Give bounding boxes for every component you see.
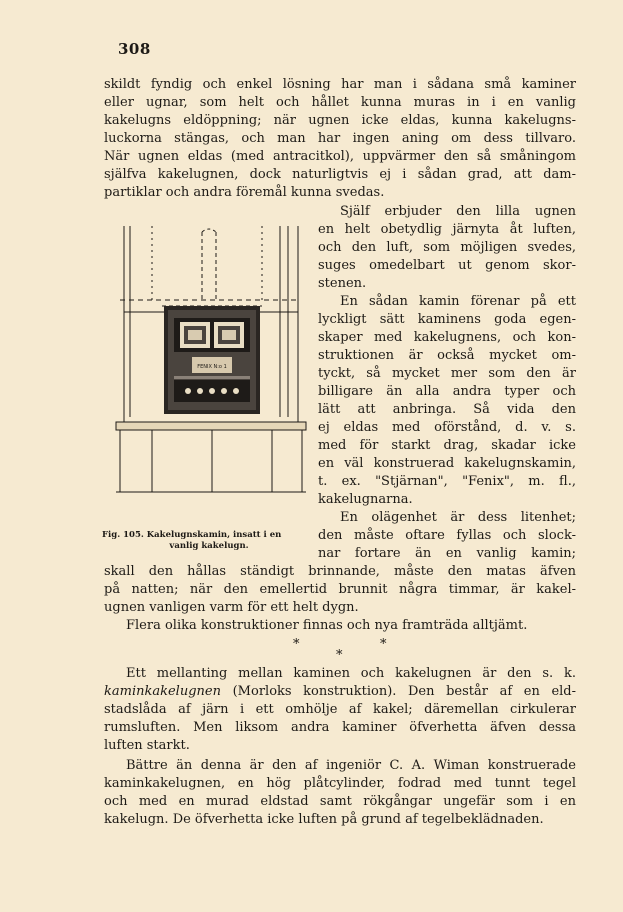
text-line: Flera olika konstruktioner finnas och nya framträda alltjämt. [126, 618, 528, 633]
page-number: 308 [118, 40, 151, 58]
text-line: luften starkt. [104, 738, 190, 753]
text-line: själfva kakelugnen, dock naturligtvis ej i sådan grad, att dam- [104, 167, 576, 182]
figure-caption: vanlig kakelugn. [169, 541, 249, 551]
text-line: eller ugnar, som helt och hållet kunna muras in i en vanlig [104, 95, 576, 110]
text-line: kakelugns eldöppning; när ugnen icke eldas, kunna kakelugns- [104, 113, 576, 128]
text-line: på natten; när den emellertid brunnit några timmar, är kakel- [104, 582, 576, 597]
text-line: partiklar och andra föremål kunna svedas. [104, 185, 385, 200]
side-text-line: suges omedelbart ut genom skor- [318, 258, 576, 273]
side-text-line: med för starkt drag, skadar icke [318, 438, 576, 453]
text-line: kakelugn. De öfverhetta icke luften på grund af tegelbeklädnaden. [104, 812, 544, 827]
side-text-line: skaper med kakelugnens, och kon- [318, 330, 576, 345]
text-line: och med en murad eldstad samt rökgångar ungefär som i en [104, 794, 576, 809]
separator-star: * [380, 637, 387, 652]
text-line: skall den hållas ständigt brinnande, måste den matas äfven [104, 564, 576, 579]
side-text-line: stenen. [318, 276, 367, 291]
side-text-line: En olägenhet är dess litenhet; [340, 510, 576, 525]
text-line: rumsluften. Men liksom andra kaminer öfverhetta äfven dessa [104, 720, 576, 735]
figure-caption: Fig. 105. Kakelugnskamin, insatt i en [102, 530, 282, 540]
text-line: stadslåda af järn i ett omhölje af kakel; däremellan cirkulerar [104, 702, 576, 717]
stove-illustration [112, 222, 312, 522]
separator-star: * [293, 637, 300, 652]
side-text-line: struktionen är också mycket om- [318, 348, 576, 363]
text-line [104, 683, 576, 701]
side-text-line: nar fortare än en vanlig kamin; [318, 546, 576, 561]
side-text-line: billigare än alla andra typer och [318, 384, 576, 399]
side-text-line: lätt att anbringa. Så vida den [318, 402, 576, 417]
text-line: Ett mellanting mellan kaminen och kakelugnen är den s. k. [126, 666, 576, 681]
text-line: När ugnen eldas (med antracitkol), uppvärmer den så småningom [104, 149, 576, 164]
stove-plate-label: FENIX N:o 1 [197, 364, 227, 370]
italic-term: kaminkakelugnen [104, 684, 221, 699]
side-text-line: tyckt, så mycket mer som den är [318, 366, 576, 381]
side-text-line: t. ex. "Stjärnan", "Fenix", m. fl., [318, 474, 576, 489]
text-line: ugnen vanligen varm för ett helt dygn. [104, 600, 359, 615]
side-text-line: kakelugnarna. [318, 492, 413, 507]
text-line: luckorna stängas, och man har ingen aning om dess tillvaro. [104, 131, 576, 146]
side-text-line: en väl konstruerad kakelugnskamin, [318, 456, 576, 471]
side-text-line: ej eldas med oförstånd, d. v. s. [318, 420, 576, 435]
side-text-line: en helt obetydlig järnyta åt luften, [318, 222, 576, 237]
text-span: (Morloks konstruktion). Den består af en eld- [232, 684, 577, 699]
side-text-line: den måste oftare fyllas och slock- [318, 528, 576, 543]
text-line: Bättre än denna är den af ingeniör C. A. Wiman konstruerade [126, 758, 576, 773]
side-text-line: och den luft, som möjligen svedes, [318, 240, 576, 255]
text-line: kaminkakelugnen, en hög plåtcylinder, fodrad med tunnt tegel [104, 776, 576, 791]
side-text-line: En sådan kamin förenar på ett [340, 294, 576, 309]
side-text-line: Själf erbjuder den lilla ugnen [340, 204, 576, 219]
side-text-line: lyckligt sätt kaminens goda egen- [318, 312, 576, 327]
separator-star: * [336, 648, 343, 663]
text-line: skildt fyndig och enkel lösning har man i sådana små kaminer [104, 77, 576, 92]
